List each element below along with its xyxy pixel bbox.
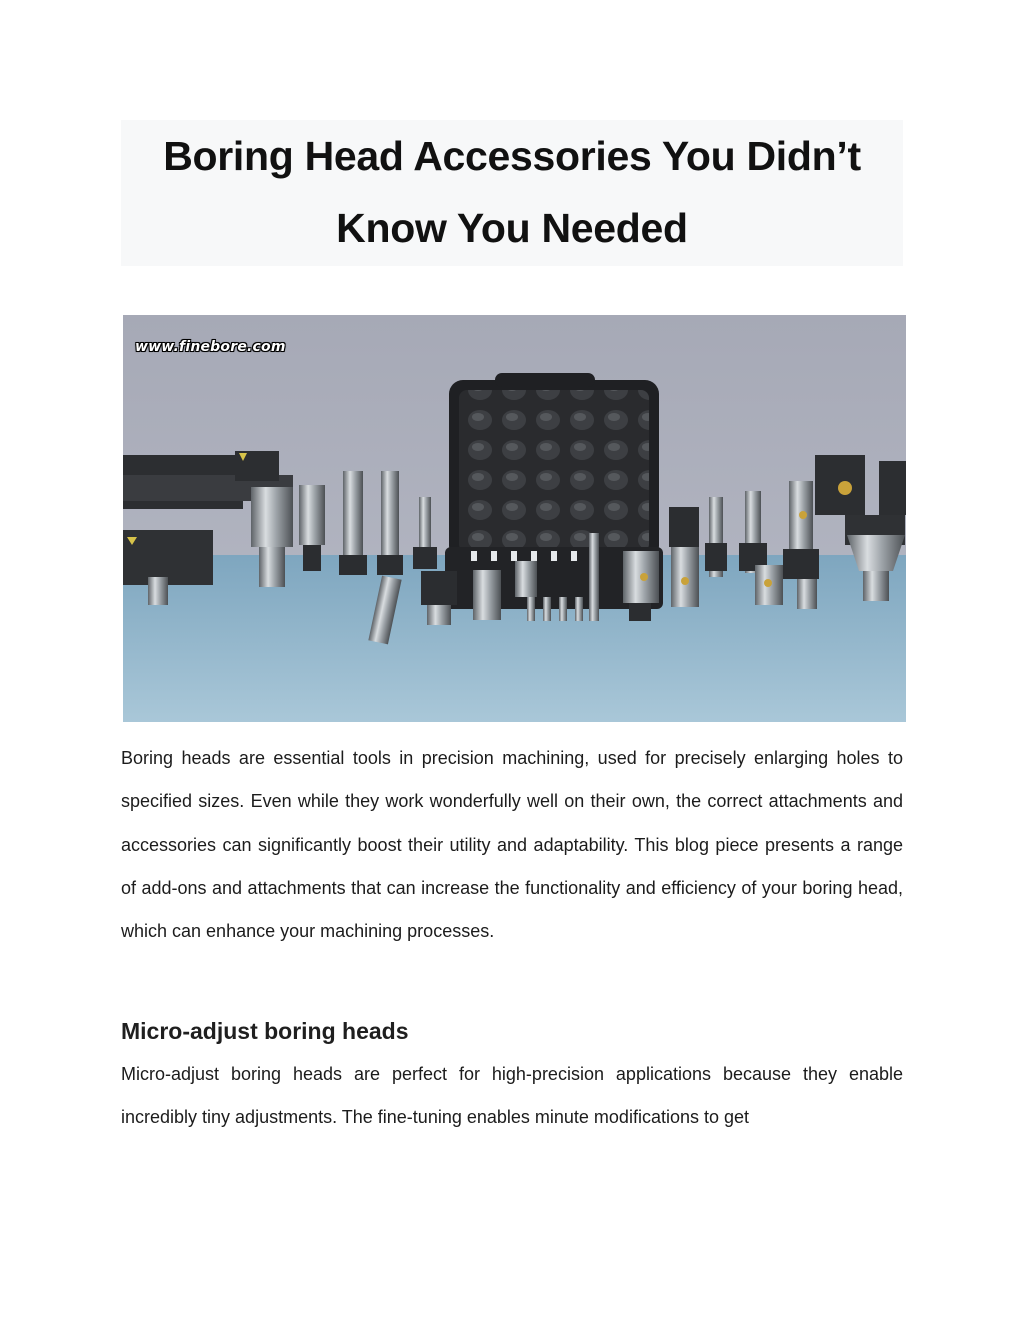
title-line-2: Know You Needed bbox=[336, 205, 688, 251]
case-handle bbox=[495, 373, 595, 387]
watermark: www.finebore.com bbox=[135, 339, 286, 355]
hero-image bbox=[123, 315, 906, 722]
section-paragraph: Micro-adjust boring heads are perfect for high-precision applications because they enable incredibly tiny adjustments. The fine-tuning enables minute modifications to get bbox=[121, 1064, 903, 1128]
intro-paragraph: Boring heads are essential tools in precision machining, used for precisely enlarging holes to specified sizes. Even while they work wonderfully well on their own, the correct attachments and accessories can significantly boost their utility and adaptability. This blog piece presents a range of add-ons and attachments that can increase the functionality and efficiency of your boring head, which can enhance your machining processes. bbox=[121, 748, 903, 942]
title-line-1: Boring Head Accessories You Didn’t bbox=[163, 133, 861, 179]
section-heading: Micro-adjust boring heads bbox=[121, 1018, 409, 1044]
title-box bbox=[121, 120, 903, 266]
tool-set-illustration bbox=[123, 315, 906, 722]
page-title bbox=[121, 120, 903, 264]
